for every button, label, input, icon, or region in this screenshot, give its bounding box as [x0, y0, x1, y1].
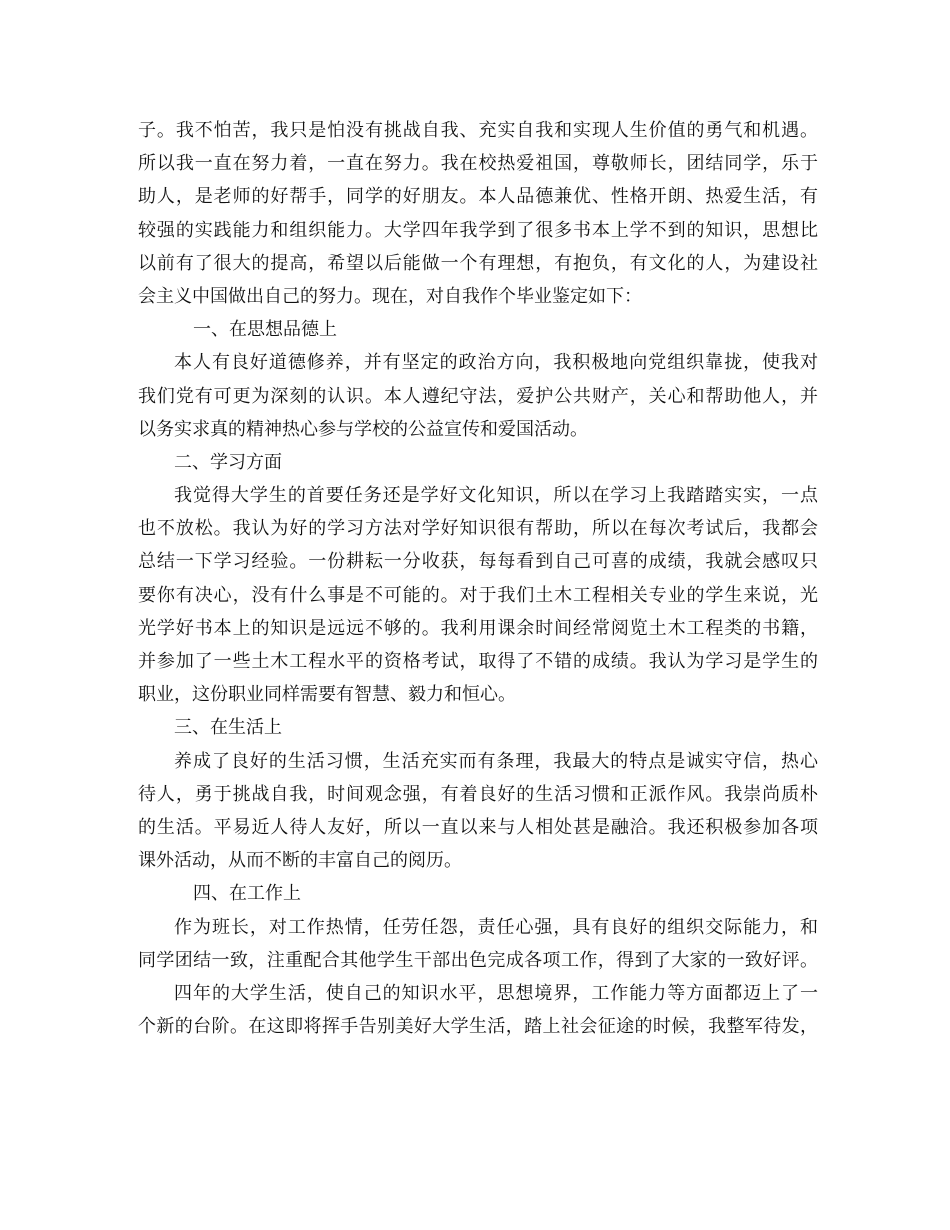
paragraph-line: 我觉得大学生的首要任务还是学好文化知识，所以在学习上我踏踏实实，一点	[174, 485, 818, 507]
paragraph-line: 以务实求真的精神热心参与学校的公益宣传和爱国活动。	[138, 418, 588, 440]
paragraph-line: 同学团结一致，注重配合其他学生干部出色完成各项工作，得到了大家的一致好评。	[138, 949, 818, 971]
paragraph-line: 四年的大学生活，使自己的知识水平，思想境界，工作能力等方面都迈上了一	[174, 982, 818, 1004]
paragraph-line: 个新的台阶。在这即将挥手告别美好大学生活，踏上社会征途的时候，我整军待发，	[138, 1016, 818, 1038]
paragraph-line: 所以我一直在努力着，一直在努力。我在校热爱祖国，尊敬师长，团结同学，乐于	[138, 153, 818, 175]
section-heading: 二、学习方面	[174, 451, 282, 473]
paragraph-line: 待人，勇于挑战自我，时间观念强，有着良好的生活习惯和正派作风。我崇尚质朴	[138, 783, 818, 805]
paragraph-line: 的生活。平易近人待人友好，所以一直以来与人相处甚是融洽。我还积极参加各项	[138, 816, 818, 838]
paragraph-line: 也不放松。我认为好的学习方法对学好知识很有帮助，所以在每次考试后，我都会	[138, 518, 818, 540]
paragraph-line: 助人，是老师的好帮手，同学的好朋友。本人品德兼优、性格开朗、热爱生活，有	[138, 186, 818, 208]
section-heading: 三、在生活上	[174, 717, 282, 739]
paragraph-line: 职业，这份职业同样需要有智慧、毅力和恒心。	[138, 684, 516, 706]
section-heading: 一、在思想品德上	[193, 319, 337, 341]
paragraph-line: 养成了良好的生活习惯，生活充实而有条理，我最大的特点是诚实守信，热心	[174, 750, 818, 772]
paragraph-line: 以前有了很大的提高，希望以后能做一个有理想，有抱负，有文化的人，为建设社	[138, 252, 818, 274]
paragraph-line: 较强的实践能力和组织能力。大学四年我学到了很多书本上学不到的知识，思想比	[138, 219, 818, 241]
paragraph-line: 会主义中国做出自己的努力。现在，对自我作个毕业鉴定如下：	[138, 285, 642, 307]
paragraph-line: 光学好书本上的知识是远远不够的。我利用课余时间经常阅览土木工程类的书籍，	[138, 617, 818, 639]
paragraph-line: 要你有决心，没有什么事是不可能的。对于我们土木工程相关专业的学生来说，光	[138, 584, 818, 606]
section-heading: 四、在工作上	[193, 883, 301, 905]
paragraph-line: 作为班长，对工作热情，任劳任怨，责任心强，具有良好的组织交际能力，和	[174, 916, 818, 938]
document-body	[138, 114, 818, 1043]
paragraph-line: 子。我不怕苦，我只是怕没有挑战自我、充实自我和实现人生价值的勇气和机遇。	[138, 120, 818, 141]
paragraph-line: 本人有良好道德修养，并有坚定的政治方向，我积极地向党组织靠拢，使我对	[174, 352, 818, 374]
paragraph-line: 课外活动，从而不断的丰富自己的阅历。	[138, 850, 462, 872]
paragraph-line: 并参加了一些土木工程水平的资格考试，取得了不错的成绩。我认为学习是学生的	[138, 651, 818, 672]
paragraph-line: 我们党有可更为深刻的认识。本人遵纪守法，爱护公共财产，关心和帮助他人，并	[138, 385, 818, 407]
paragraph-line: 总结一下学习经验。一份耕耘一分收获，每每看到自己可喜的成绩，我就会感叹只	[138, 551, 818, 573]
